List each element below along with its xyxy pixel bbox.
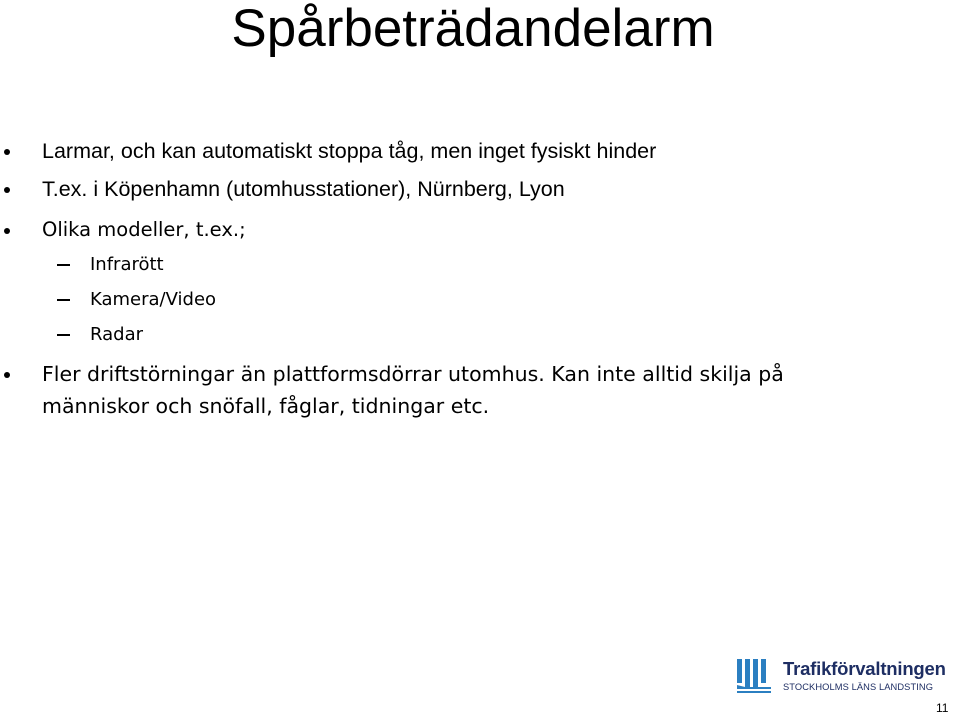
sub-bullet-text: Kamera/Video [90, 289, 217, 310]
bullet-text: Fler driftstörningar än plattformsdörrar utomhus. Kan inte alltid skilja på människor och snöfall, fåglar, tidningar etc. [42, 362, 784, 418]
logo-subtitle: STOCKHOLMS LÄNS LANDSTING [783, 682, 934, 692]
page-number: 11 [936, 701, 949, 715]
sub-bullet-text: Radar [90, 324, 143, 345]
bullet-text: T.ex. i Köpenhamn (utomhusstationer), Nürnberg, Lyon [42, 177, 565, 201]
logo-mark-icon [735, 657, 777, 695]
bullet-dot-icon [4, 372, 10, 378]
bullet-text: Olika modeller, t.ex.; [42, 218, 246, 241]
bullet-dot-icon [4, 187, 10, 193]
slide-title: Spårbeträdandelarm [231, 0, 715, 58]
dash-icon [57, 299, 70, 301]
logo-name: Trafikförvaltningen [783, 658, 946, 679]
bullet-text: Larmar, och kan automatiskt stoppa tåg, men inget fysiskt hinder [42, 139, 657, 163]
trafikforvaltningen-logo [735, 655, 960, 697]
sub-bullet-text: Infrarött [90, 254, 164, 275]
dash-icon [57, 334, 70, 336]
bullet-dot-icon [4, 228, 10, 234]
bullet-dot-icon [4, 149, 10, 155]
dash-icon [57, 264, 70, 266]
